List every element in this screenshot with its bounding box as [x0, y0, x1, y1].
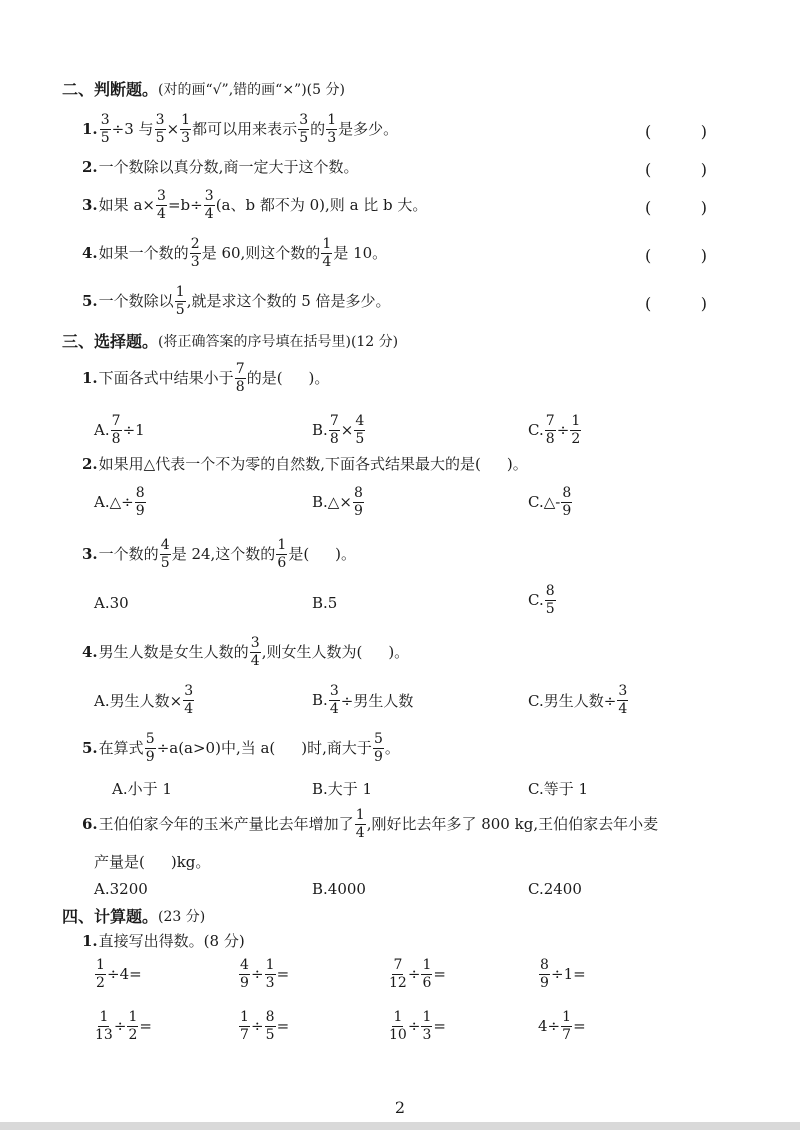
- q-text: 如果 a×: [98, 195, 155, 214]
- fraction: $\frac{8}{9}$: [135, 485, 145, 519]
- q-number: 1.: [82, 368, 98, 387]
- q-text: (a、b 都不为 0),则 a 比 b 大。: [215, 195, 428, 214]
- q-text: ÷3 与: [111, 119, 154, 138]
- section3-title: 三、选择题。: [62, 332, 159, 351]
- judge-q5: [82, 283, 391, 318]
- judge-q1: [82, 111, 399, 146]
- fraction: $\frac{7}{8}$: [111, 413, 121, 447]
- fraction: $\frac{1}{4}$: [322, 235, 332, 270]
- q-number: 3.: [82, 195, 98, 214]
- fraction: $\frac{1}{3}$: [327, 111, 337, 146]
- option-a[interactable]: A. △÷ $\frac{8}{9}$: [94, 485, 145, 519]
- q-number: 1.: [82, 932, 98, 950]
- fraction: $\frac{1}{3}$: [181, 111, 191, 146]
- section3-heading: [62, 334, 398, 350]
- q-number: 6.: [82, 814, 98, 833]
- judge-q4: [82, 235, 388, 270]
- option-c[interactable]: C. △- $\frac{8}{9}$: [528, 485, 572, 519]
- section3-note: (将正确答案的序号填在括号里)(12 分): [158, 334, 399, 350]
- q-text: 在算式: [98, 738, 144, 757]
- choice-q6-line2: [94, 855, 210, 870]
- q-number: 1.: [82, 119, 98, 138]
- q-text: 的: [310, 119, 326, 138]
- q-text: 产量是(: [94, 853, 145, 871]
- q-number: 2.: [82, 158, 98, 176]
- answer-paren[interactable]: ( ): [645, 160, 707, 179]
- fraction: $\frac{1}{4}$: [355, 806, 365, 841]
- fraction: $\frac{8}{9}$: [562, 485, 572, 519]
- section2-heading: [62, 82, 345, 98]
- answer-paren[interactable]: ( ): [645, 198, 707, 217]
- choice-q3: [82, 538, 356, 570]
- calc-sub1: [82, 934, 245, 949]
- calc-item[interactable]: $\frac{1}{10}$ ÷ $\frac{1}{3}$ =: [389, 1009, 446, 1043]
- fraction: $\frac{1}{5}$: [175, 283, 185, 318]
- option-b[interactable]: B. $\frac{3}{4}$ ÷男生人数: [312, 683, 414, 717]
- q-number: 5.: [82, 738, 98, 757]
- fraction: $\frac{3}{5}$: [100, 111, 110, 146]
- q-text: ,刚好比去年多了 800 kg,王伯伯家去年小麦: [366, 814, 659, 833]
- fraction: $\frac{3}{4}$: [156, 187, 166, 222]
- q-number: 5.: [82, 291, 98, 310]
- page-edge-shadow: [0, 1122, 800, 1130]
- q-text: 是 60,则这个数的: [201, 243, 321, 262]
- fraction: $\frac{3}{4}$: [329, 683, 339, 717]
- option-b[interactable]: B. $\frac{7}{8}$ × $\frac{4}{5}$: [312, 413, 365, 447]
- option-b[interactable]: B. △× $\frac{8}{9}$: [312, 485, 363, 519]
- option-b[interactable]: B.大于 1: [312, 780, 373, 798]
- q-text: 的是(: [246, 368, 283, 387]
- fraction: $\frac{3}{4}$: [204, 187, 214, 222]
- section4-note: (23 分): [158, 909, 206, 925]
- page-number: 2: [394, 1098, 406, 1117]
- answer-paren[interactable]: ( ): [645, 246, 707, 265]
- fraction: $\frac{7}{8}$: [545, 413, 555, 447]
- q-text: )。: [506, 455, 528, 473]
- calc-item[interactable]: $\frac{8}{9}$ ÷1=: [540, 957, 586, 991]
- q-text: )。: [388, 642, 410, 661]
- q-text: ×: [166, 119, 180, 138]
- choice-q6: [82, 808, 658, 840]
- fraction: $\frac{2}{3}$: [190, 235, 200, 270]
- option-a[interactable]: A.男生人数× $\frac{3}{4}$: [94, 683, 194, 717]
- fraction: $\frac{3}{5}$: [155, 111, 165, 146]
- q-number: 2.: [82, 455, 98, 473]
- judge-q3: [82, 187, 428, 222]
- q-text: 一个数的: [98, 544, 159, 563]
- q-text: ÷a(a>0)中,当 a(: [156, 738, 276, 757]
- fraction: $\frac{3}{5}$: [299, 111, 309, 146]
- q-text: 一个数除以真分数,商一定大于这个数。: [98, 158, 359, 176]
- q-text: 是(: [288, 544, 310, 563]
- section4-title: 四、计算题。: [62, 907, 159, 926]
- calc-item[interactable]: $\frac{1}{7}$ ÷ $\frac{8}{5}$ =: [240, 1009, 290, 1043]
- q-number: 4.: [82, 243, 98, 262]
- q-text: )。: [308, 368, 330, 387]
- q-text: 是 24,这个数的: [171, 544, 276, 563]
- q-text: )时,商大于: [301, 738, 372, 757]
- option-c[interactable]: C.等于 1: [528, 780, 589, 798]
- option-a[interactable]: A.30: [94, 594, 129, 612]
- option-b[interactable]: B.4000: [312, 880, 366, 898]
- calc-item[interactable]: $\frac{7}{12}$ ÷ $\frac{1}{6}$ =: [389, 957, 446, 991]
- choice-q1: [82, 362, 329, 394]
- option-c[interactable]: C. $\frac{8}{5}$: [528, 583, 555, 617]
- q-text: 如果用△代表一个不为零的自然数,下面各式结果最大的是(: [98, 455, 481, 473]
- option-c[interactable]: C.2400: [528, 880, 582, 898]
- option-c[interactable]: C. $\frac{7}{8}$ ÷ $\frac{1}{2}$: [528, 413, 581, 447]
- q-text: 是 10。: [333, 243, 388, 262]
- q-text: ,则女生人数为(: [261, 642, 363, 661]
- calc-item[interactable]: $\frac{1}{2}$ ÷4=: [96, 957, 142, 991]
- q-text: 王伯伯家今年的玉米产量比去年增加了: [98, 814, 354, 833]
- q-text: 男生人数是女生人数的: [98, 642, 249, 661]
- choice-q4: [82, 636, 409, 668]
- calc-item[interactable]: $\frac{4}{9}$ ÷ $\frac{1}{3}$ =: [240, 957, 290, 991]
- section2-title: 二、判断题。: [62, 80, 159, 99]
- judge-q2: [82, 160, 358, 175]
- q-text: 一个数除以: [98, 291, 174, 310]
- q-text: 是多少。: [338, 119, 399, 138]
- q-text: )kg。: [170, 853, 211, 871]
- choice-q2: [82, 457, 528, 472]
- fraction: $\frac{3}{4}$: [618, 683, 628, 717]
- fraction: $\frac{8}{9}$: [353, 485, 363, 519]
- q-text: 如果一个数的: [98, 243, 189, 262]
- calc-item[interactable]: 4÷ $\frac{1}{7}$ =: [538, 1009, 586, 1043]
- q-text: ,就是求这个数的 5 倍是多少。: [186, 291, 391, 310]
- option-a[interactable]: A.3200: [94, 880, 148, 898]
- q-text: )。: [335, 544, 357, 563]
- q-text: 。: [384, 738, 400, 757]
- q-text: =b÷: [167, 195, 203, 214]
- fraction: $\frac{8}{5}$: [545, 583, 555, 617]
- q-text: 直接写出得数。(8 分): [98, 932, 245, 950]
- section4-heading: [62, 909, 205, 925]
- fraction: $\frac{4}{5}$: [355, 413, 365, 447]
- option-c[interactable]: C.男生人数÷ $\frac{3}{4}$: [528, 683, 628, 717]
- option-b[interactable]: B.5: [312, 594, 338, 612]
- q-number: 3.: [82, 544, 98, 563]
- answer-paren[interactable]: ( ): [645, 294, 707, 313]
- fraction: $\frac{5}{9}$: [145, 730, 155, 765]
- q-text: 都可以用来表示: [192, 119, 298, 138]
- option-a[interactable]: A. $\frac{7}{8}$ ÷1: [94, 413, 145, 447]
- fraction: $\frac{7}{8}$: [329, 413, 339, 447]
- q-number: 4.: [82, 642, 98, 661]
- fraction: $\frac{3}{4}$: [184, 683, 194, 717]
- q-text: 下面各式中结果小于: [98, 368, 234, 387]
- calc-item[interactable]: $\frac{1}{13}$ ÷ $\frac{1}{2}$ =: [95, 1009, 152, 1043]
- fraction: $\frac{1}{6}$: [277, 536, 287, 571]
- answer-paren[interactable]: ( ): [645, 122, 707, 141]
- fraction: $\frac{3}{4}$: [250, 634, 260, 669]
- option-a[interactable]: A.小于 1: [112, 780, 172, 798]
- fraction: $\frac{1}{2}$: [571, 413, 581, 447]
- section2-note: (对的画“√”,错的画“×”)(5 分): [158, 82, 345, 98]
- fraction: $\frac{4}{5}$: [160, 536, 170, 571]
- fraction: $\frac{5}{9}$: [373, 730, 383, 765]
- choice-q5: [82, 732, 400, 764]
- fraction: $\frac{7}{8}$: [235, 360, 245, 395]
